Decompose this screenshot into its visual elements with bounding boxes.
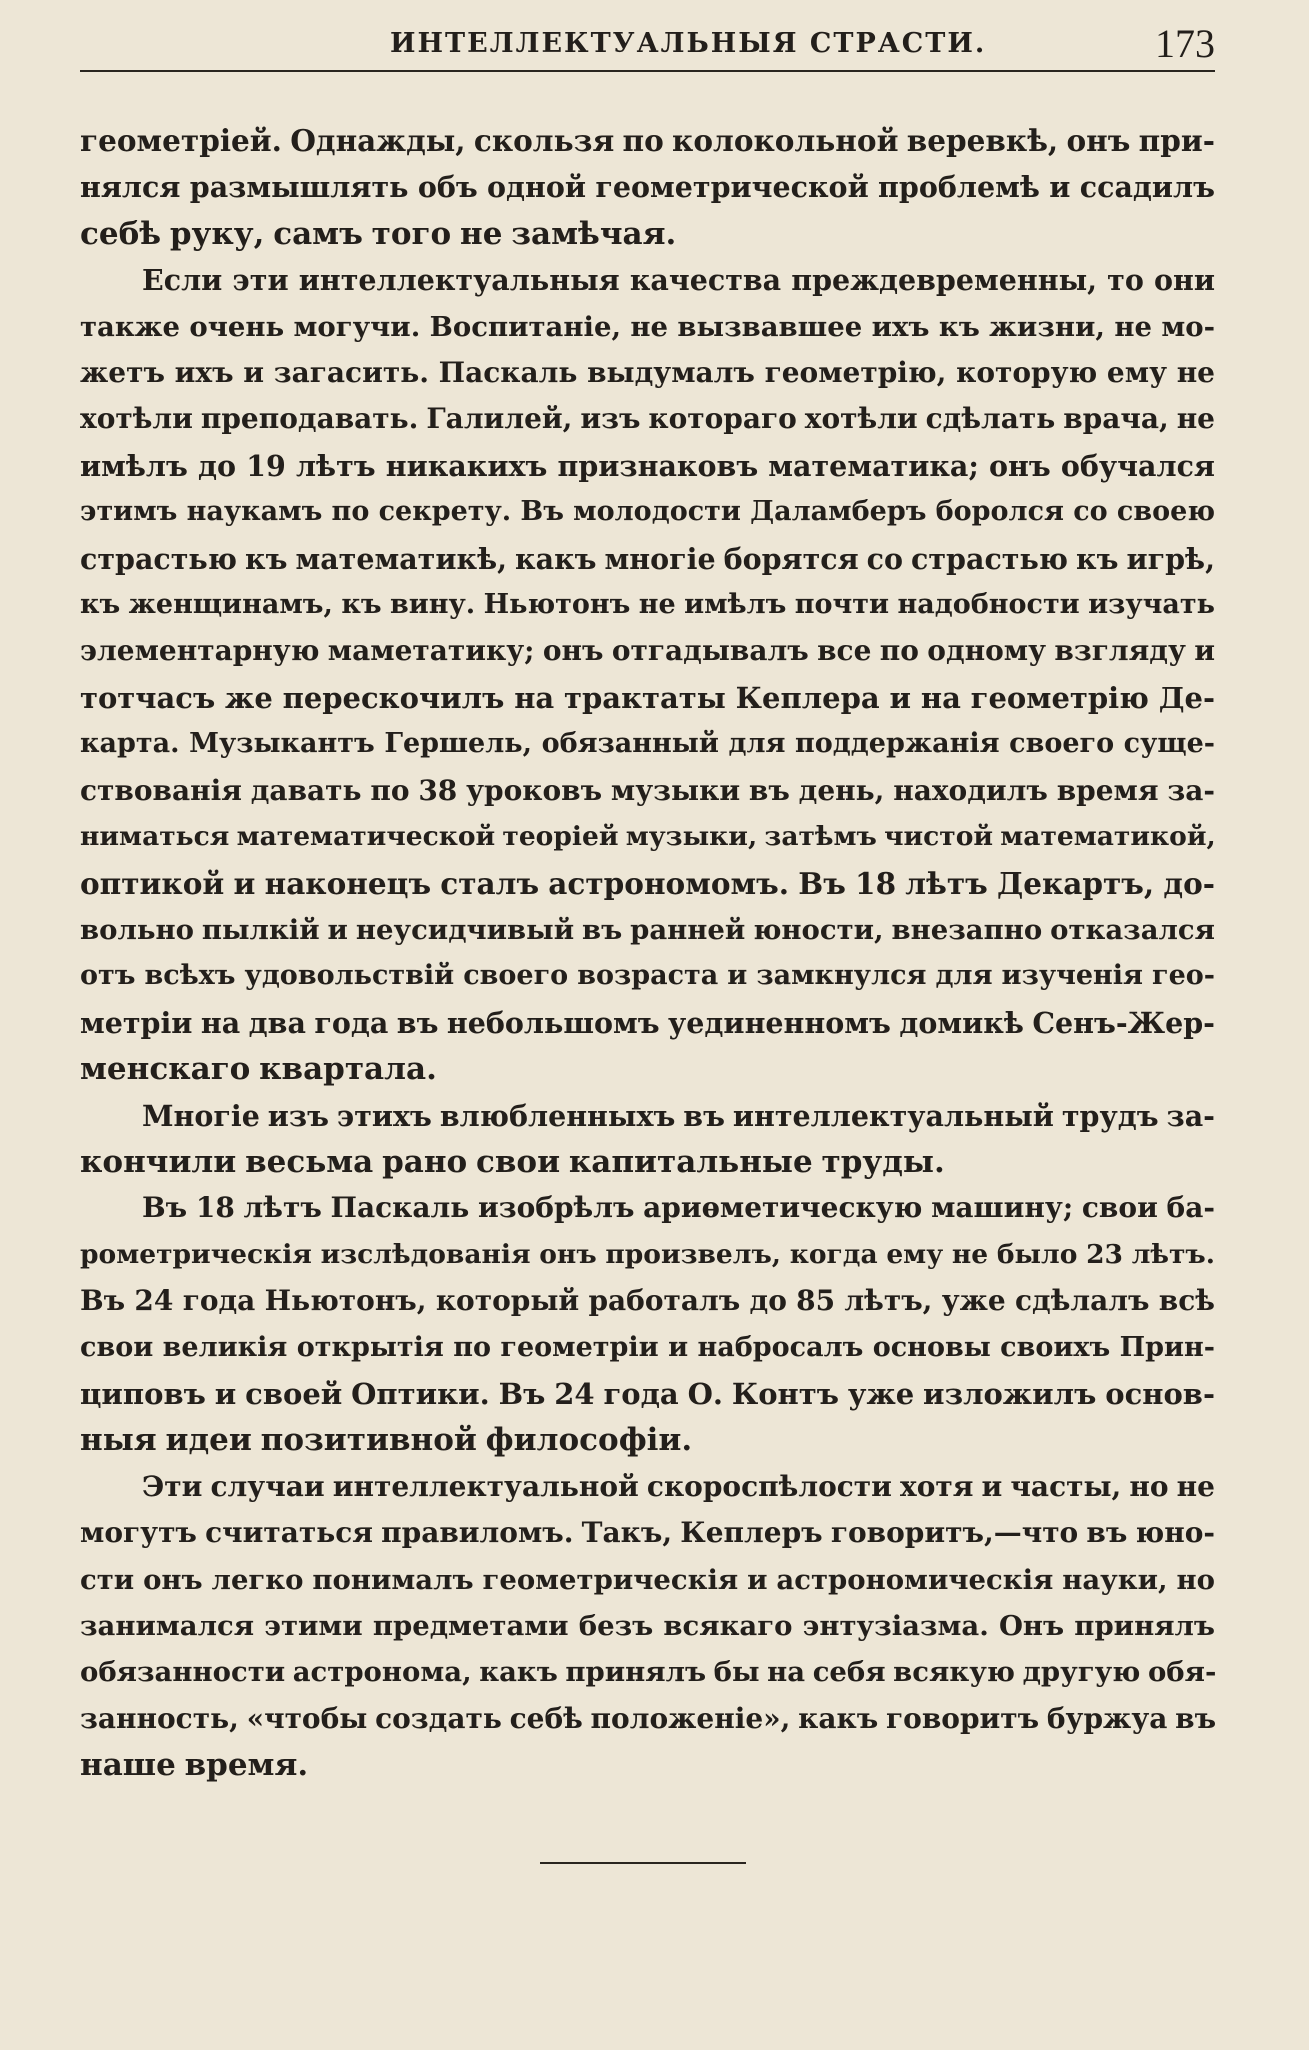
text-line: Въ 24 года Ньютонъ, который работалъ до 85 лѣтъ, уже сдѣлалъ всѣ xyxy=(80,1284,1215,1318)
text-line: сти онъ легко понималъ геометрическія и астрономическія науки, но xyxy=(80,1563,1215,1596)
text-line: тотчасъ же перескочилъ на трактаты Кеплера и на геометрію Де- xyxy=(80,680,1215,715)
text-line: геометріей. Однажды, скользя по колокольной веревкѣ, онъ при- xyxy=(80,123,1215,158)
page-header xyxy=(80,22,1215,72)
text-line: карта. Музыкантъ Гершель, обязанный для поддержанія своего суще- xyxy=(80,728,1215,760)
text-line: метріи на два года въ небольшомъ уединенномъ домикѣ Сенъ-Жер- xyxy=(80,1005,1215,1040)
text-line: занность, «чтобы создать себѣ положеніе», какъ говоритъ буржуа въ xyxy=(80,1701,1217,1735)
text-line: менскаго квартала. xyxy=(80,1051,437,1088)
text-line: ствованія давать по 38 уроковъ музыки въ день, находилъ время за- xyxy=(80,773,1215,807)
text-line: оптикой и наконецъ сталъ астрономомъ. Въ 18 лѣтъ Декартъ, до- xyxy=(80,865,1215,901)
text-line: имѣлъ до 19 лѣтъ никакихъ признаковъ математика; онъ обучался xyxy=(80,448,1215,483)
text-line: хотѣли преподавать. Галилей, изъ котораго хотѣли сдѣлать врача, не xyxy=(80,402,1215,436)
text-line: Многіе изъ этихъ влюбленныхъ въ интеллектуальный трудъ за- xyxy=(142,1098,1215,1133)
text-line: элементарную маметатику; онъ отгадывалъ все по одному взгляду и xyxy=(80,634,1215,668)
text-line: жетъ ихъ и загасить. Паскаль выдумалъ геометрію, которую ему не xyxy=(80,356,1215,390)
paragraph-3 xyxy=(80,1093,1215,1186)
text-line: Если эти интеллектуальныя качества преждевременны, то они xyxy=(142,263,1215,298)
text-line: занимался этими предметами безъ всякаго энтузіазма. Онъ принялъ xyxy=(80,1610,1215,1642)
paragraph-4 xyxy=(80,1185,1215,1463)
running-head: ИНТЕЛЛЕКТУАЛЬНЫЯ СТРАСТИ. xyxy=(390,28,987,59)
text-line: къ женщинамъ, къ вину. Ньютонъ не имѣлъ почти надобности изучать xyxy=(80,589,1215,621)
text-line: этимъ наукамъ по секрету. Въ молодости Даламберъ боролся со своею xyxy=(80,496,1215,528)
paragraph-5 xyxy=(80,1464,1215,1789)
text-line: Въ 18 лѣтъ Паскаль изобрѣлъ ариѳметическую машину; свои ба- xyxy=(142,1191,1215,1225)
text-line: рометрическія изслѣдованія онъ произвелъ, когда ему не было 23 лѣтъ. xyxy=(80,1238,1215,1270)
paragraph-2 xyxy=(80,257,1215,1092)
text-line: ниматься математической теоріей музыки, затѣмъ чистой математикой, xyxy=(80,821,1216,853)
text-line: ныя идеи позитивной философіи. xyxy=(80,1422,693,1459)
text-line: наше время. xyxy=(80,1747,309,1784)
text-line: Эти случаи интеллектуальной скороспѣлости хотя и часты, но не xyxy=(142,1469,1215,1503)
text-line: могутъ считаться правиломъ. Такъ, Кеплеръ говоритъ,—что въ юно- xyxy=(80,1516,1215,1550)
paragraph-1 xyxy=(80,118,1215,257)
text-line: обязанности астронома, какъ принялъ бы на себя всякую другую обя- xyxy=(80,1656,1217,1689)
text-line: свои великія открытія по геометріи и набросалъ основы своихъ Прин- xyxy=(80,1331,1215,1363)
body-text xyxy=(80,118,1215,1789)
text-line: вольно пылкій и неусидчивый въ ранней юности, внезапно отказался xyxy=(80,913,1215,946)
text-line: нялся размышлять объ одной геометрической проблемѣ и ссадилъ xyxy=(80,170,1215,205)
text-line: страстью къ математикѣ, какъ многіе борятся со страстью къ игрѣ, xyxy=(80,541,1215,576)
text-line: циповъ и своей Оптики. Въ 24 года О. Контъ уже изложилъ основ- xyxy=(80,1376,1215,1411)
page-number: 173 xyxy=(1155,21,1215,66)
text-line: себѣ руку, самъ того не замѣчая. xyxy=(80,215,677,252)
section-end-rule xyxy=(540,1862,746,1864)
text-line: отъ всѣхъ удовольствій своего возраста и замкнулся для изученія гео- xyxy=(80,960,1215,992)
text-line: кончили весьма рано свои капитальные труды. xyxy=(80,1143,945,1180)
text-line: также очень могучи. Воспитаніе, не вызвавшее ихъ къ жизни, не мо- xyxy=(80,310,1215,343)
